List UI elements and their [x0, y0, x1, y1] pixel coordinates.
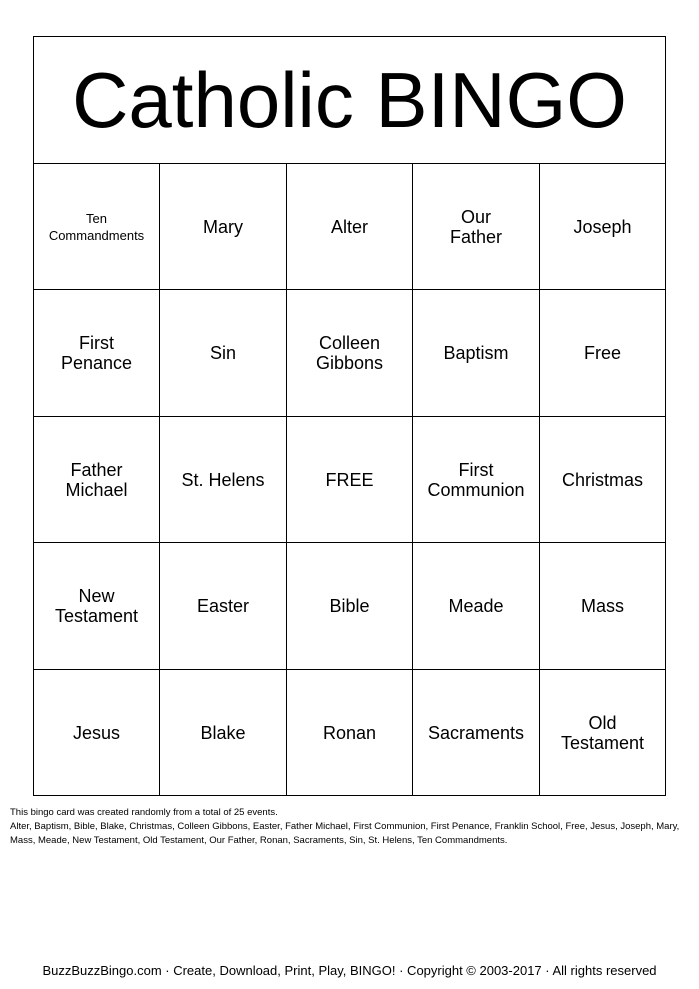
bingo-cell: [34, 164, 160, 290]
bingo-cell: [540, 543, 665, 670]
bingo-cell: [160, 543, 287, 670]
cell-text: Our Father: [449, 206, 503, 247]
bingo-cell: [413, 670, 540, 795]
cell-text: Bible: [329, 596, 370, 616]
bingo-cell: [287, 543, 413, 670]
note-line-1: This bingo card was created randomly from a total of 25 events.: [10, 807, 278, 818]
bingo-cell: [160, 164, 287, 290]
generation-note: [10, 806, 690, 848]
cell-text: Jesus: [72, 722, 121, 743]
cell-text: Colleen Gibbons: [315, 333, 384, 373]
bingo-cell-center: [287, 417, 413, 543]
cell-text: St. Helens: [181, 469, 265, 490]
bingo-cell: [34, 670, 160, 795]
cell-text: Old Testament: [560, 712, 645, 753]
bingo-cell: [540, 417, 665, 543]
cell-text: Sacraments: [427, 722, 525, 743]
cell-text: Joseph: [573, 216, 632, 237]
bingo-cell: [540, 164, 665, 290]
bingo-cell: [413, 543, 540, 670]
cell-text: FREE: [325, 469, 374, 490]
cell-text: Sin: [209, 343, 236, 363]
bingo-cell: [160, 290, 287, 417]
bingo-cell: [287, 164, 413, 290]
bingo-cell: [413, 164, 540, 290]
bingo-cell: [160, 670, 287, 795]
cell-text: Free: [583, 343, 621, 363]
cell-text: Blake: [200, 722, 246, 743]
bingo-card: [33, 36, 666, 796]
cell-text: First Communion: [427, 459, 525, 500]
cell-text: Ten Commandments: [48, 210, 145, 243]
cell-text: Father Michael: [65, 459, 128, 500]
bingo-grid: [34, 164, 665, 795]
bingo-cell: [160, 417, 287, 543]
bingo-cell: [540, 290, 665, 417]
footer-copyright: BuzzBuzzBingo.com · Create, Download, Print, Play, BINGO! · Copyright © 2003-2017 · All rights reserved: [42, 963, 657, 978]
cell-text: Ronan: [322, 722, 377, 743]
bingo-cell: [287, 290, 413, 417]
cell-text: New Testament: [54, 586, 139, 626]
cell-text: Baptism: [443, 343, 509, 363]
note-event-list: Alter, Baptism, Bible, Blake, Christmas, Colleen Gibbons, Easter, Father Michael, First Communion, First Penance, Franklin School, Free, Jesus, Joseph, Mary, Mass, Meade, New Testament, Old Testament, Our Father, Ronan, Sacraments, Sin, St. Helens, Ten Commandments.: [10, 821, 680, 846]
bingo-cell: [413, 417, 540, 543]
cell-text: First Penance: [60, 333, 133, 373]
bingo-cell: [287, 670, 413, 795]
card-title: Catholic BINGO: [72, 56, 627, 144]
bingo-cell: [540, 670, 665, 795]
cell-text: Mary: [203, 216, 243, 237]
cell-text: Alter: [330, 216, 368, 237]
cell-text: Mass: [580, 596, 624, 616]
bingo-cell: [413, 290, 540, 417]
cell-text: Meade: [448, 596, 504, 616]
title-box: [34, 37, 665, 164]
cell-text: Christmas: [561, 469, 643, 490]
bingo-cell: [34, 290, 160, 417]
bingo-cell: [34, 543, 160, 670]
bingo-cell: [34, 417, 160, 543]
cell-text: Easter: [196, 596, 250, 616]
